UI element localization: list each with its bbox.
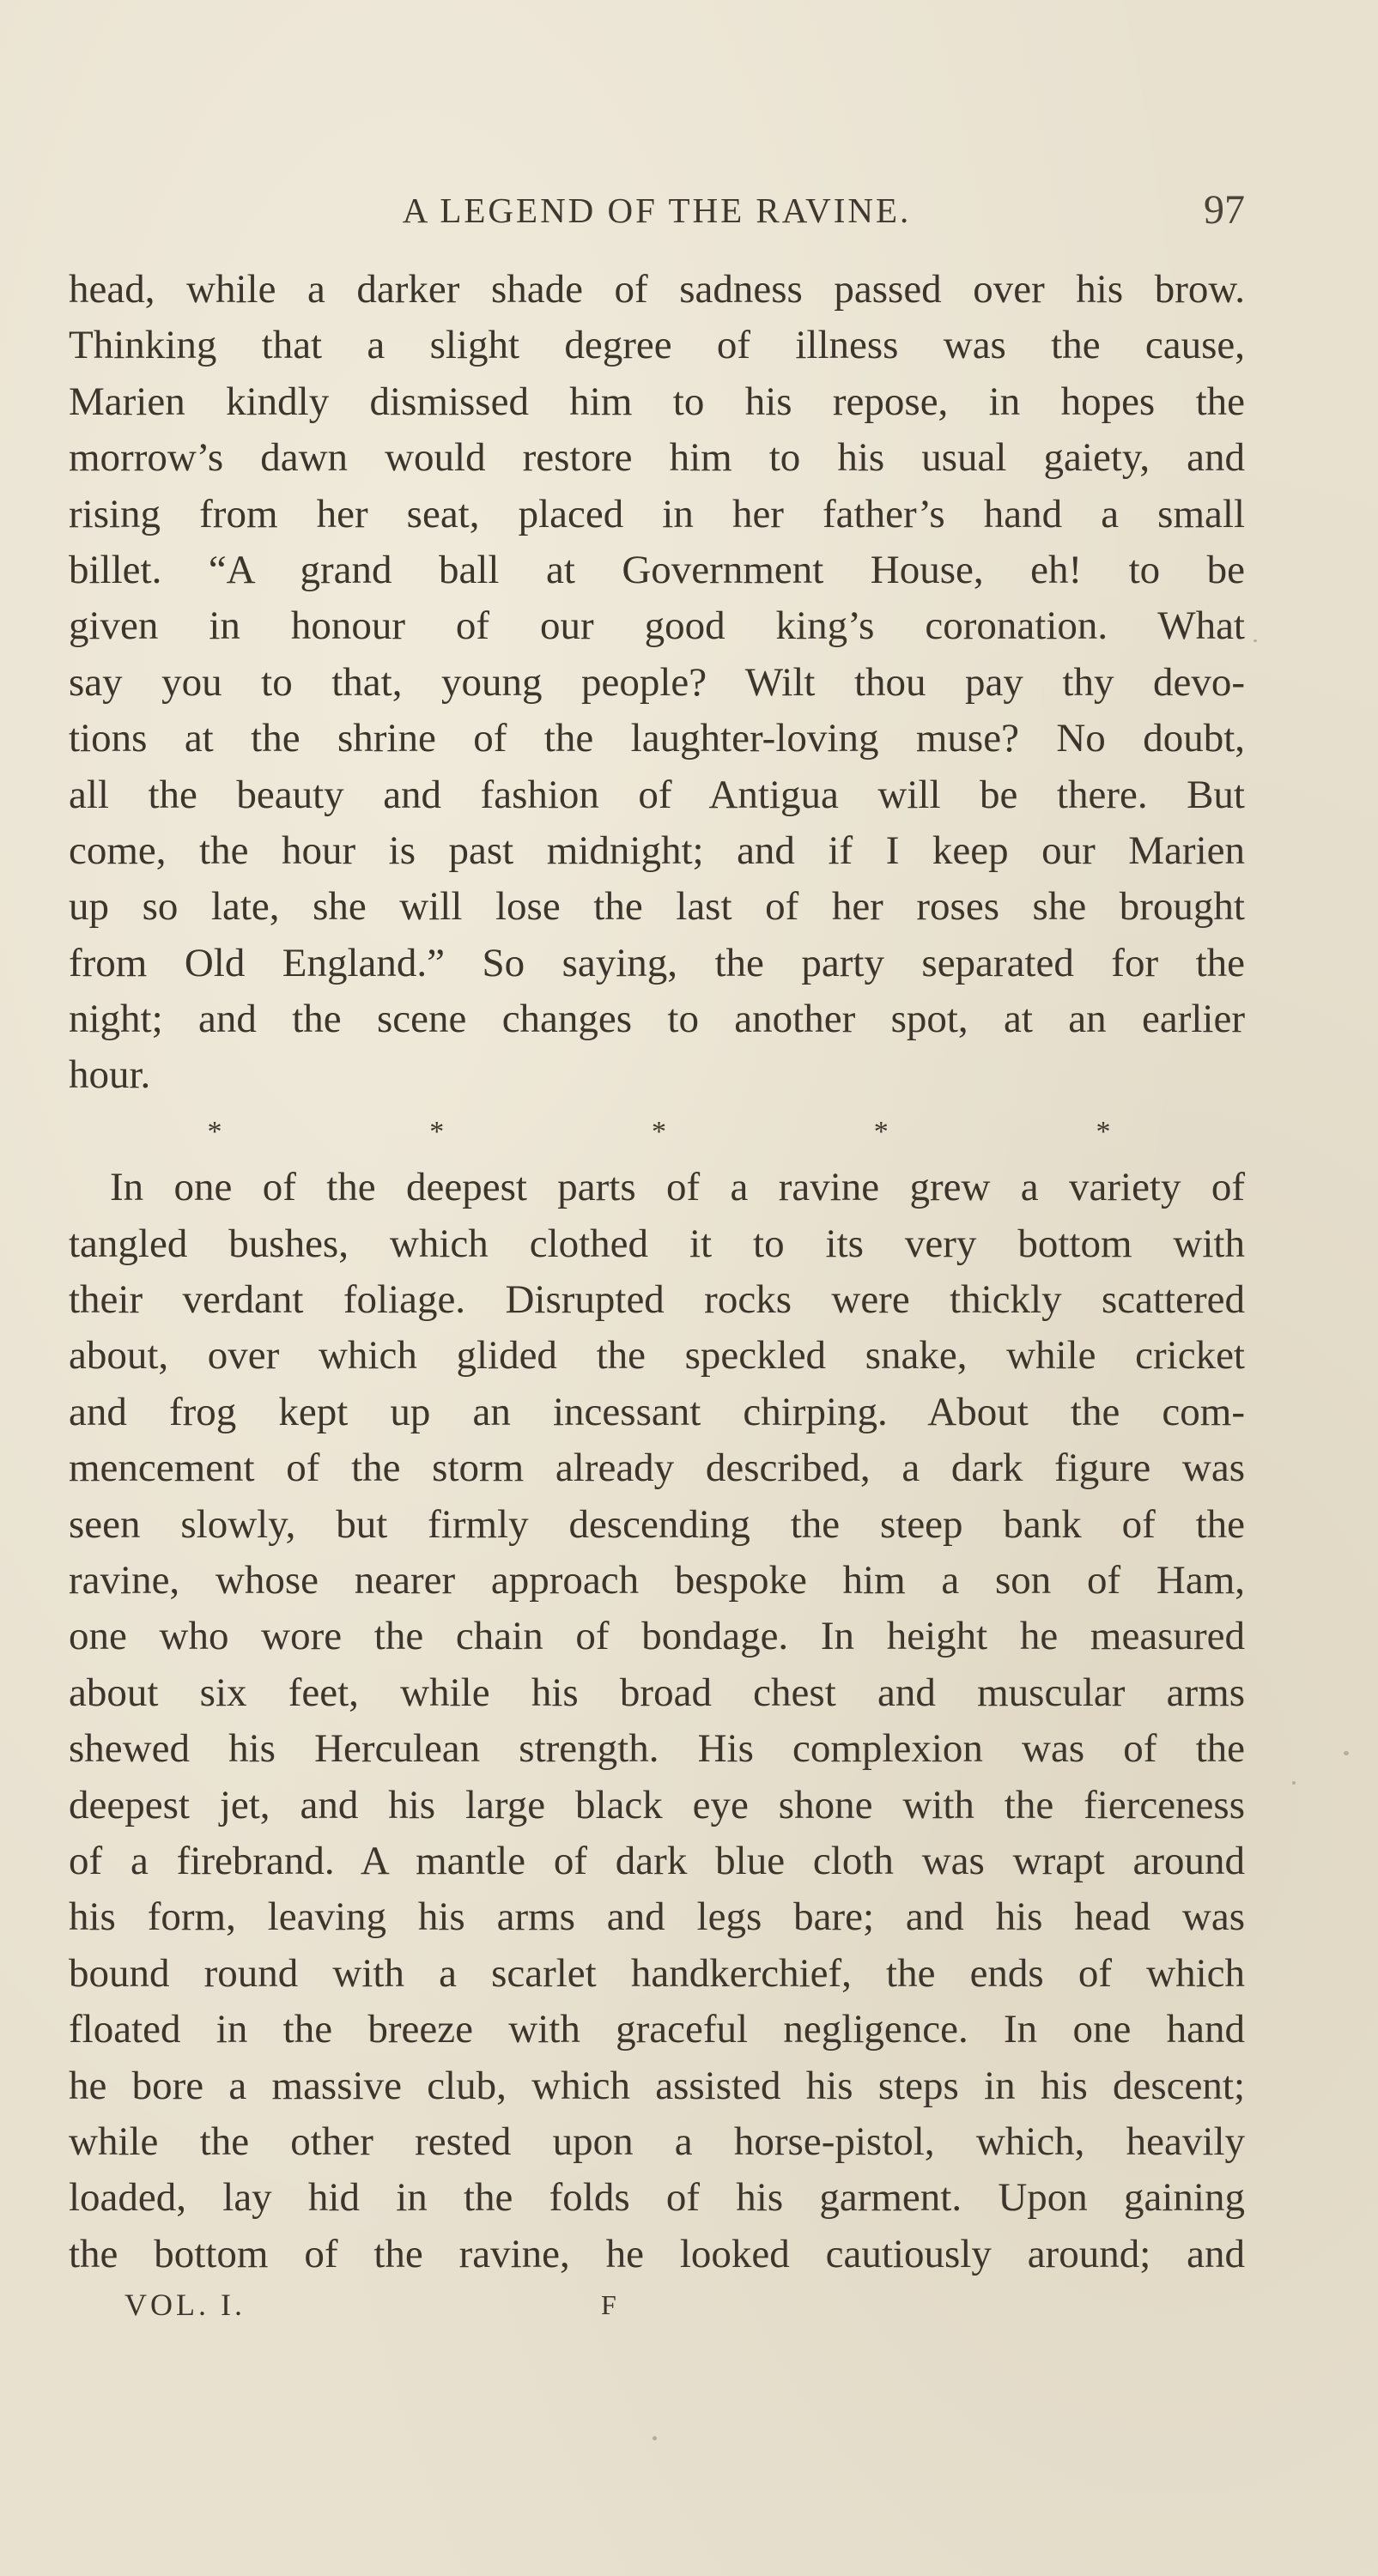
text-line: night; and the scene changes to another spot, at an earlier: [69, 997, 1245, 1042]
text-line: his form, leaving his arms and legs bare; and his head was: [69, 1894, 1245, 1940]
text-line: given in honour of our good king’s coronation. What: [69, 603, 1245, 649]
text-line: while the other rested upon a horse-pistol, which, heavily: [69, 2118, 1245, 2164]
text-line: seen slowly, but firmly descending the steep bank of the: [69, 1501, 1245, 1547]
text-line: Thinking that a slight degree of illness was the cause,: [69, 323, 1245, 368]
text-line: about, over which glided the speckled snake, while cricket: [69, 1333, 1245, 1379]
text-line: ravine, whose nearer approach bespoke him a son of Ham,: [69, 1557, 1245, 1603]
text-line: about six feet, while his broad chest and muscular arms: [69, 1670, 1245, 1715]
text-line: Marien kindly dismissed him to his repose, in hopes the: [69, 379, 1245, 424]
text-line: hour.: [69, 1052, 151, 1098]
paper-speck: [1344, 1751, 1349, 1755]
page-number: 97: [1204, 187, 1245, 233]
paragraph-1: [69, 262, 1245, 1104]
text-line: one who wore the chain of bondage. In height he measured: [69, 1614, 1245, 1659]
asterism-mark: *: [873, 1115, 889, 1148]
text-line: rising from her seat, placed in her father’s hand a small: [69, 491, 1245, 536]
running-title: A LEGEND OF THE RAVINE.: [402, 191, 912, 230]
text-line: deepest jet, and his large black eye shone with the fierceness: [69, 1782, 1245, 1827]
text-line: tangled bushes, which clothed it to its very bottom with: [69, 1221, 1245, 1266]
running-head: [69, 180, 1245, 240]
page-footer: [124, 2279, 691, 2331]
text-line: all the beauty and fashion of Antigua will be there. But: [69, 772, 1245, 817]
text-line: bound round with a scarlet handkerchief, the ends of which: [69, 1950, 1245, 1996]
asterism-mark: *: [207, 1115, 222, 1148]
paper-speck: [1292, 1781, 1296, 1785]
text-line: tions at the shrine of the laughter-loving muse? No doubt,: [69, 716, 1245, 761]
asterism-mark: *: [1096, 1115, 1111, 1148]
text-line: their verdant foliage. Disrupted rocks were thickly scattered: [69, 1277, 1245, 1323]
text-line: shewed his Herculean strength. His complexion was of the: [69, 1726, 1245, 1772]
text-line: floated in the breeze with graceful negligence. In one hand: [69, 2007, 1245, 2052]
text-line: come, the hour is past midnight; and if I keep our Marien: [69, 827, 1245, 873]
text-line: of a firebrand. A mantle of dark blue cloth was wrapt around: [69, 1838, 1245, 1883]
paper-speck: [653, 2436, 657, 2440]
text-line: from Old England.” So saying, the party separated for the: [69, 940, 1245, 985]
text-line: morrow’s dawn would restore him to his usual gaiety, and: [69, 435, 1245, 481]
volume-mark: VOL. I.: [124, 2288, 246, 2322]
text-line: and frog kept up an incessant chirping. About the com-: [69, 1389, 1245, 1434]
paragraph-2: [69, 1160, 1245, 2282]
signature-mark: F: [601, 2289, 616, 2320]
paper-speck: [1254, 639, 1257, 642]
text-line: loaded, lay hid in the folds of his garment. Upon gaining: [69, 2175, 1245, 2221]
text-line: say you to that, young people? Wilt thou pay thy devo-: [69, 659, 1245, 705]
text-line: head, while a darker shade of sadness passed over his brow.: [69, 267, 1245, 312]
text-line: the bottom of the ravine, he looked cautiously around; and: [69, 2231, 1245, 2276]
text-line: he bore a massive club, which assisted his steps in his descent;: [69, 2063, 1245, 2108]
text-line: In one of the deepest parts of a ravine grew a variety of: [110, 1165, 1245, 1210]
section-break: [69, 1104, 1245, 1160]
asterism-mark: *: [652, 1115, 666, 1148]
body-text: [69, 262, 1245, 2282]
text-line: up so late, she will lose the last of her roses she brought: [69, 884, 1245, 930]
text-line: billet. “A grand ball at Government House, eh! to be: [69, 547, 1245, 592]
asterism-mark: *: [429, 1115, 445, 1148]
text-line: mencement of the storm already described, a dark figure was: [69, 1446, 1245, 1491]
